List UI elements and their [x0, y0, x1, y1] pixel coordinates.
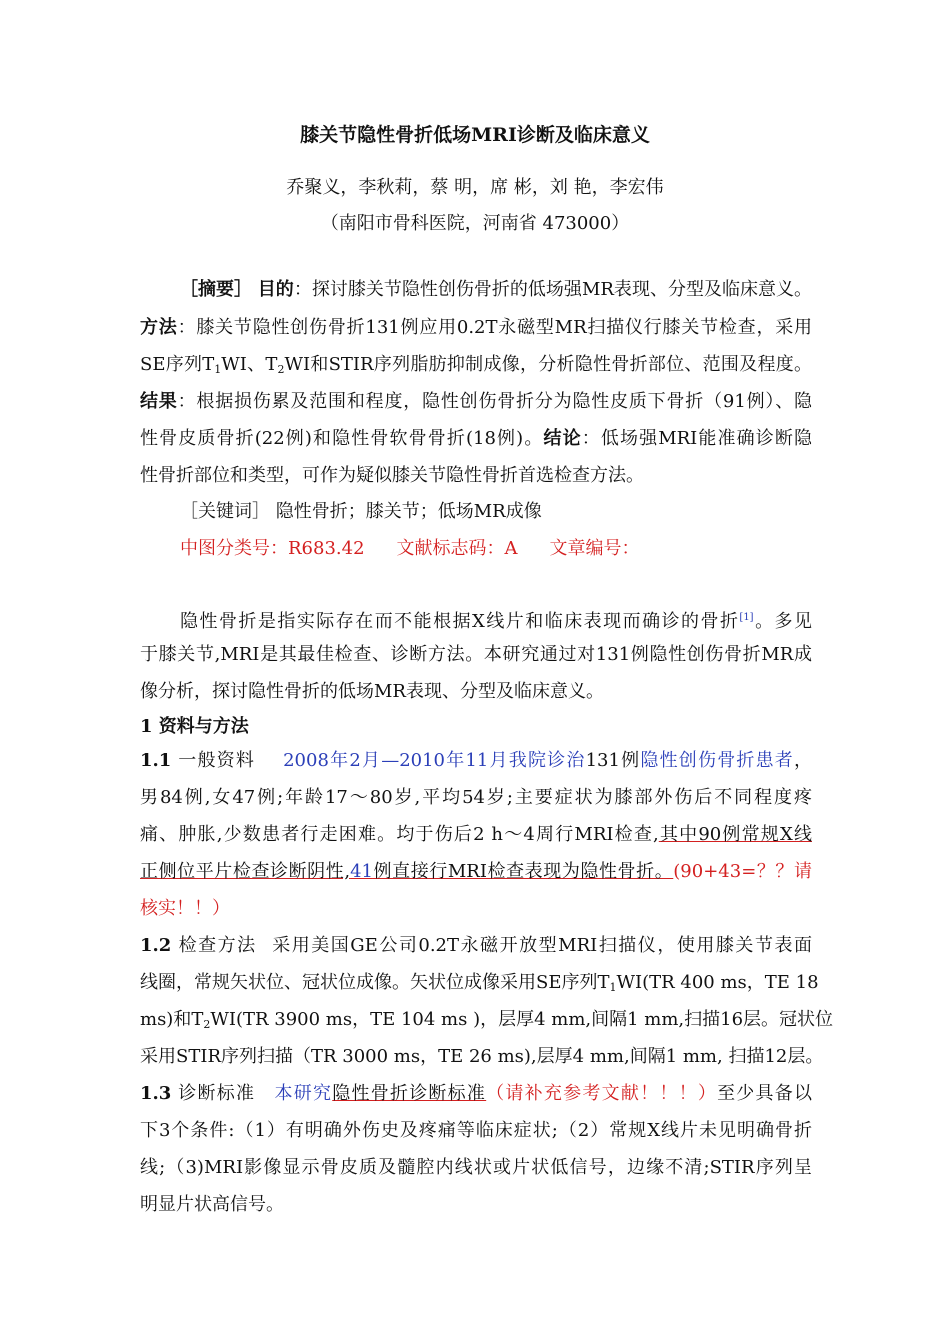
section-heading: 1 资料与方法	[140, 716, 249, 737]
s11-line-4: 正侧位平片检查诊断阴性,41例直接行MRI检查表现为隐性骨折。(90+43=？？请	[140, 861, 813, 882]
reference-link[interactable]: [1]	[739, 612, 754, 623]
s12-line-2: 线圈，常规矢状位、冠状位成像。矢状位成像采用SE序列$T_1WI(TR$ 400 ms，TE 18	[140, 972, 819, 994]
abstract-line-1	[180, 272, 812, 308]
conclusion-label: 结论	[543, 428, 582, 449]
paper-title: 膝关节隐性骨折低场MRI诊断及临床意义	[300, 124, 650, 146]
s13-line-3: 线;（3)MRI影像显示骨皮质及髓腔内线状或片状低信号，边缘不清;STIR序列呈	[140, 1157, 812, 1178]
s12-line-4: 采用STIR序列扫描（TR 3000 ms，TE 26 ms),层厚4 mm,间隔1 mm, 扫描12层。	[140, 1046, 824, 1067]
s13-line-4: 明显片状高信号。	[140, 1194, 284, 1215]
abstract-line-3: SE序列$T_1WI$、$T_2WI$和STIR序列脂肪抑制成像，分析隐性骨折部位、范围及程度。	[140, 354, 812, 376]
clc-number: 中图分类号：R683.42	[180, 538, 365, 559]
article-number: 文章编号：	[549, 538, 640, 559]
classification	[180, 531, 852, 567]
intro-line-2: 于膝关节,MRI是其最佳检查、诊断方法。本研究通过对131例隐性创伤骨折MR成	[140, 644, 812, 665]
abstract-line-6: 性骨折部位和类型，可作为疑似膝关节隐性骨折首选检查方法。	[140, 465, 644, 486]
method-label: 方法	[140, 317, 178, 338]
keywords-text: 隐性骨折；膝关节；低场MR成像	[275, 501, 542, 522]
aim-text: ：探讨膝关节隐性创伤骨折的低场强MR表现、分型及临床意义。	[293, 279, 813, 300]
s11-title: 一般资料	[178, 750, 256, 771]
abstract-line-5: 性骨皮质骨折(22例)和隐性骨软骨骨折(18例)。结论：低场强MRI能准确诊断隐	[140, 428, 813, 449]
abstract-line-2: 方法：膝关节隐性创伤骨折131例应用0.2T永磁型MR扫描仪行膝关节检查，采用	[140, 317, 813, 338]
s12-line-3: ms)和$T_2WI(TR$ 3900 ms，TE 104 ms )，层厚4 mm,间隔1 mm,扫描16层。冠状位	[140, 1009, 834, 1031]
reviewer-note: (90+43=？？请	[673, 861, 813, 882]
result-label: 结果	[140, 391, 178, 412]
s11-line-1: 1.1 一般资料 2008年2月—2010年11月我院诊治131例隐性创伤骨折患者，	[140, 750, 813, 771]
s11-line-5: 核实！！）	[140, 898, 230, 919]
s11-line-2: 男84例,女47例;年龄17～80岁,平均54岁;主要症状为膝部外伤后不同程度疼	[140, 787, 812, 808]
keywords-label: ［关键词］	[180, 501, 270, 522]
author-list: 乔聚义，李秋莉，蔡 明，席 彬，刘 艳，李宏伟	[286, 177, 664, 198]
s11-line-3: 痛、肿胀,少数患者行走困难。均于伤后2 h～4周行MRI检查,其中90例常规X线	[140, 824, 812, 845]
keywords	[180, 494, 852, 530]
document-code: 文献标志码：A	[396, 538, 518, 559]
affiliation: （南阳市骨科医院，河南省 473000）	[320, 213, 630, 234]
s12-title: 检查方法	[178, 935, 257, 956]
intro-line-3: 像分析，探讨隐性骨折的低场MR表现、分型及临床意义。	[140, 681, 604, 702]
s13-line-2: 下3个条件:（1）有明确外伤史及疼痛等临床症状;（2）常规X线片未见明确骨折	[140, 1120, 812, 1141]
intro-line-1: 隐性骨折是指实际存在而不能根据X线片和临床表现而确诊的骨折[1]。多见	[180, 611, 813, 632]
abstract-line-4: 结果：根据损伤累及范围和程度，隐性创伤骨折分为隐性皮质下骨折（91例）、隐	[140, 391, 812, 412]
s13-title: 诊断标准	[178, 1083, 256, 1104]
s13-line-1: 1.3 诊断标准 本研究隐性骨折诊断标准（请补充参考文献！！！）至少具备以	[140, 1083, 813, 1104]
s12-line-1: 1.2 检查方法 采用美国GE公司0.2T永磁开放型MRI扫描仪，使用膝关节表面	[140, 935, 812, 956]
aim-label: 目的	[257, 279, 294, 300]
abstract-label: ［摘要］	[180, 279, 253, 300]
